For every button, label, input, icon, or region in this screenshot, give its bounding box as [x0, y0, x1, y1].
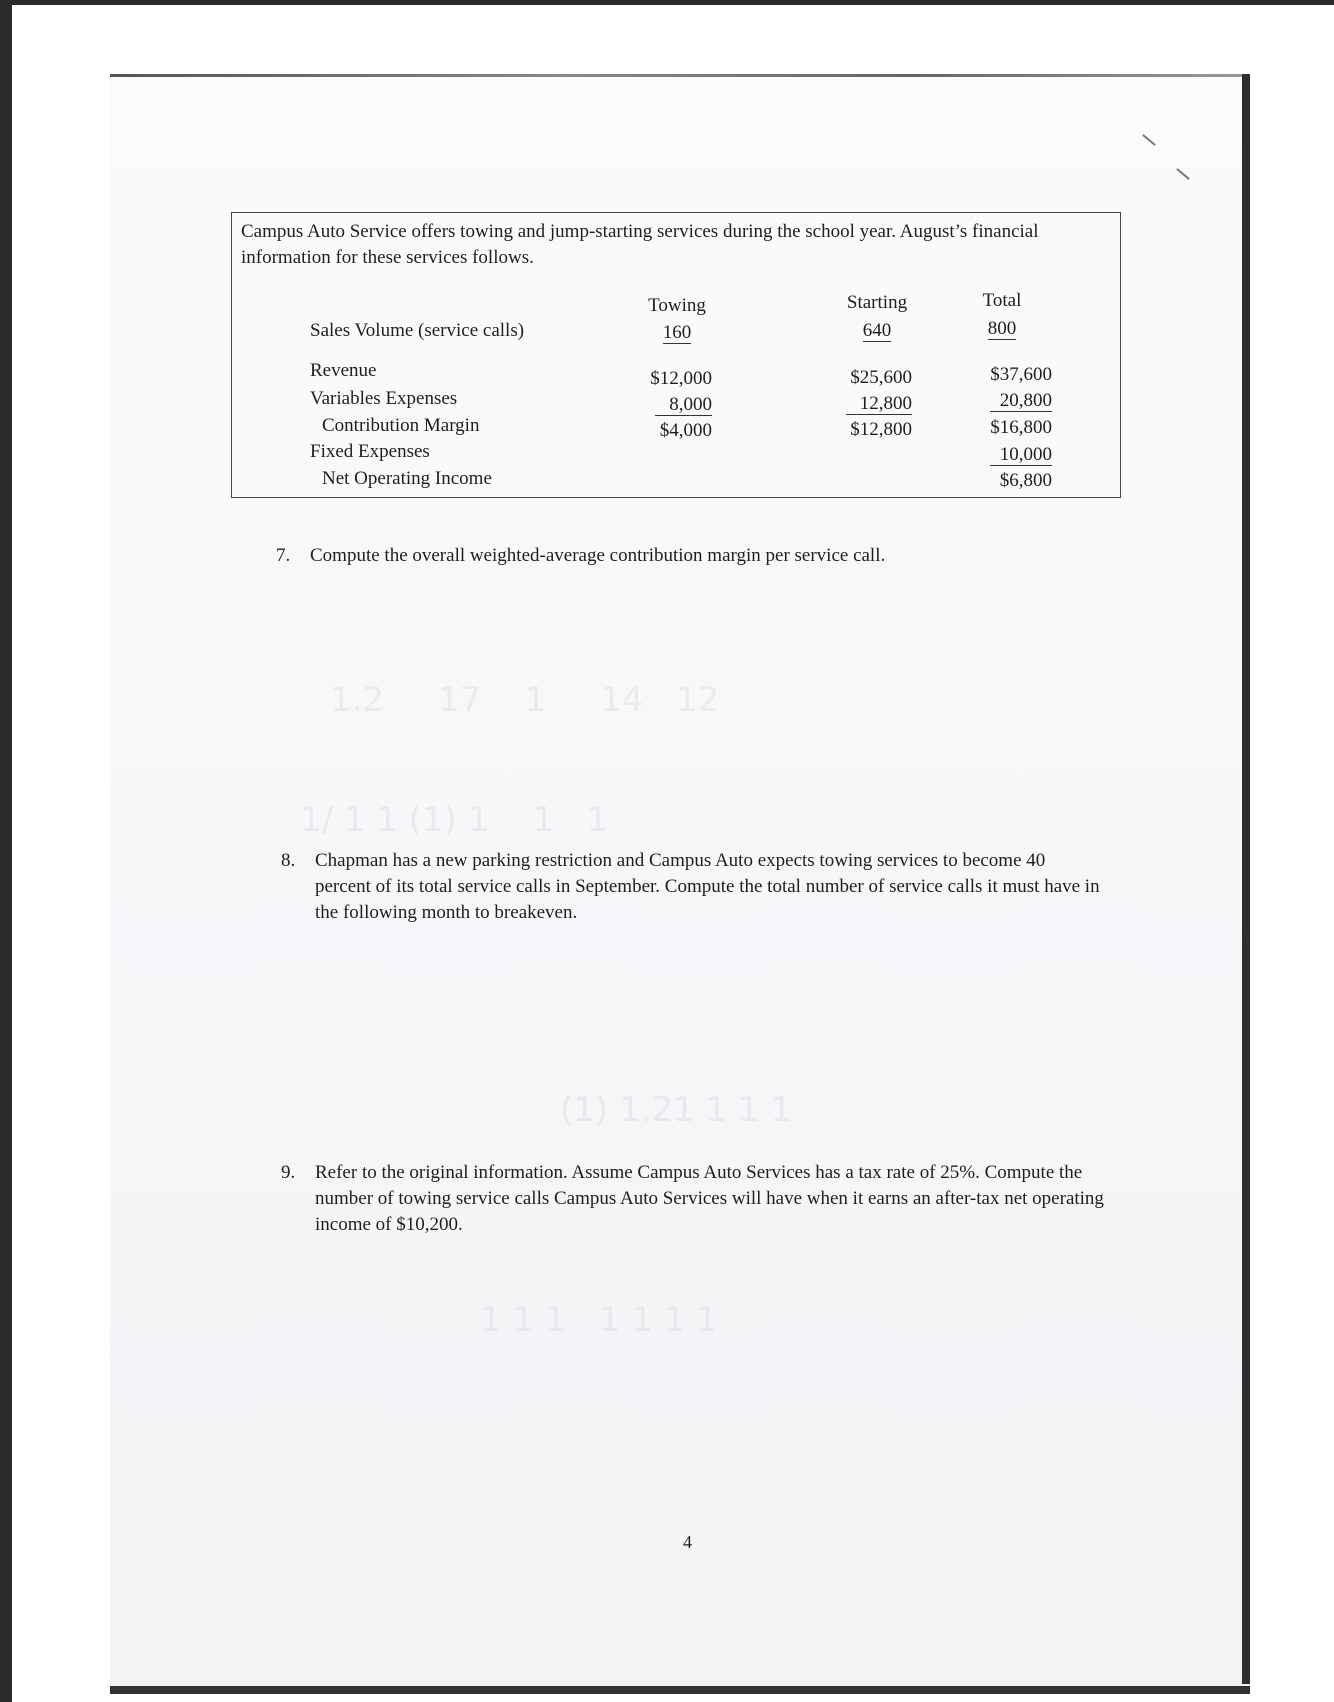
- page-number: 4: [683, 1532, 692, 1552]
- question-8-text: Chapman has a new parking restriction and Campus Auto expects towing services to become 40 percent of its total service calls in September. Compute the total number of service calls it must have in the following month to breakeven.: [315, 850, 1100, 923]
- variable-expenses-total: [952, 387, 1052, 414]
- screen-frame-top: [0, 0, 1334, 5]
- bleed-through-handwriting: (1) 1.21 1 1 1: [560, 1090, 792, 1130]
- revenue-starting: $25,600: [850, 367, 912, 388]
- bleed-through-handwriting: 1/ 1 1 (1) 1 1 1: [300, 800, 609, 840]
- question-9-number: 9.: [281, 1162, 296, 1183]
- sales-volume-total: [967, 315, 1037, 342]
- column-header-towing: Towing: [648, 295, 706, 316]
- problem-info-box: [231, 212, 1121, 498]
- problem-intro-text: Campus Auto Service offers towing and jump-starting services during the school year. August’s financial information for these services follows.: [241, 221, 1039, 268]
- row-label-variable-expenses: Variables Expenses: [310, 388, 458, 409]
- sales-volume-label: Sales Volume (service calls): [310, 320, 525, 341]
- revenue-towing: $12,000: [650, 368, 712, 389]
- sales-volume-towing-value: 160: [662, 322, 692, 343]
- fixed-expenses-total: [952, 441, 1052, 468]
- net-operating-income-total: $6,800: [999, 470, 1052, 491]
- variable-expenses-towing: [612, 391, 712, 418]
- contribution-margin-total: $16,800: [990, 417, 1052, 438]
- row-label-net-operating-income: Net Operating Income: [322, 468, 492, 489]
- paper-edge-bottom: [110, 1686, 1250, 1694]
- revenue-total: $37,600: [990, 364, 1052, 385]
- row-label-revenue: Revenue: [310, 360, 377, 381]
- variable-expenses-towing-value: 8,000: [655, 394, 712, 416]
- variable-expenses-starting: [812, 390, 912, 417]
- screen-frame-left: [0, 0, 12, 1702]
- column-header-total: Total: [982, 290, 1022, 311]
- paper-edge-top: [110, 74, 1250, 77]
- contribution-margin-towing: $4,000: [659, 420, 712, 441]
- bleed-through-handwriting: 1 1 1 1 1 1 1: [480, 1300, 718, 1340]
- sales-volume-towing: [637, 319, 717, 346]
- column-header-starting: Starting: [846, 292, 908, 313]
- paper-edge-right: [1242, 74, 1250, 1684]
- question-7-text: Compute the overall weighted-average contribution margin per service call.: [310, 545, 886, 566]
- bleed-through-handwriting: 1.2 17 1 14 12: [330, 680, 720, 720]
- contribution-margin-starting: $12,800: [850, 419, 912, 440]
- variable-expenses-starting-value: 12,800: [846, 393, 912, 415]
- sales-volume-starting-value: 640: [862, 320, 892, 341]
- row-label-contribution-margin: Contribution Margin: [322, 415, 480, 436]
- question-8-number: 8.: [281, 850, 296, 871]
- question-9-text: Refer to the original information. Assume Campus Auto Services has a tax rate of 25%. Compute the number of towing service calls Campus Auto Services will have when it earns an after-tax net operating income of $10,200.: [315, 1162, 1104, 1235]
- sales-volume-total-value: 800: [987, 318, 1017, 339]
- fixed-expenses-total-value: 10,000: [990, 444, 1052, 466]
- question-7-number: 7.: [276, 545, 291, 566]
- row-label-fixed-expenses: Fixed Expenses: [310, 441, 430, 462]
- variable-expenses-total-value: 20,800: [990, 390, 1052, 412]
- sales-volume-starting: [832, 317, 922, 344]
